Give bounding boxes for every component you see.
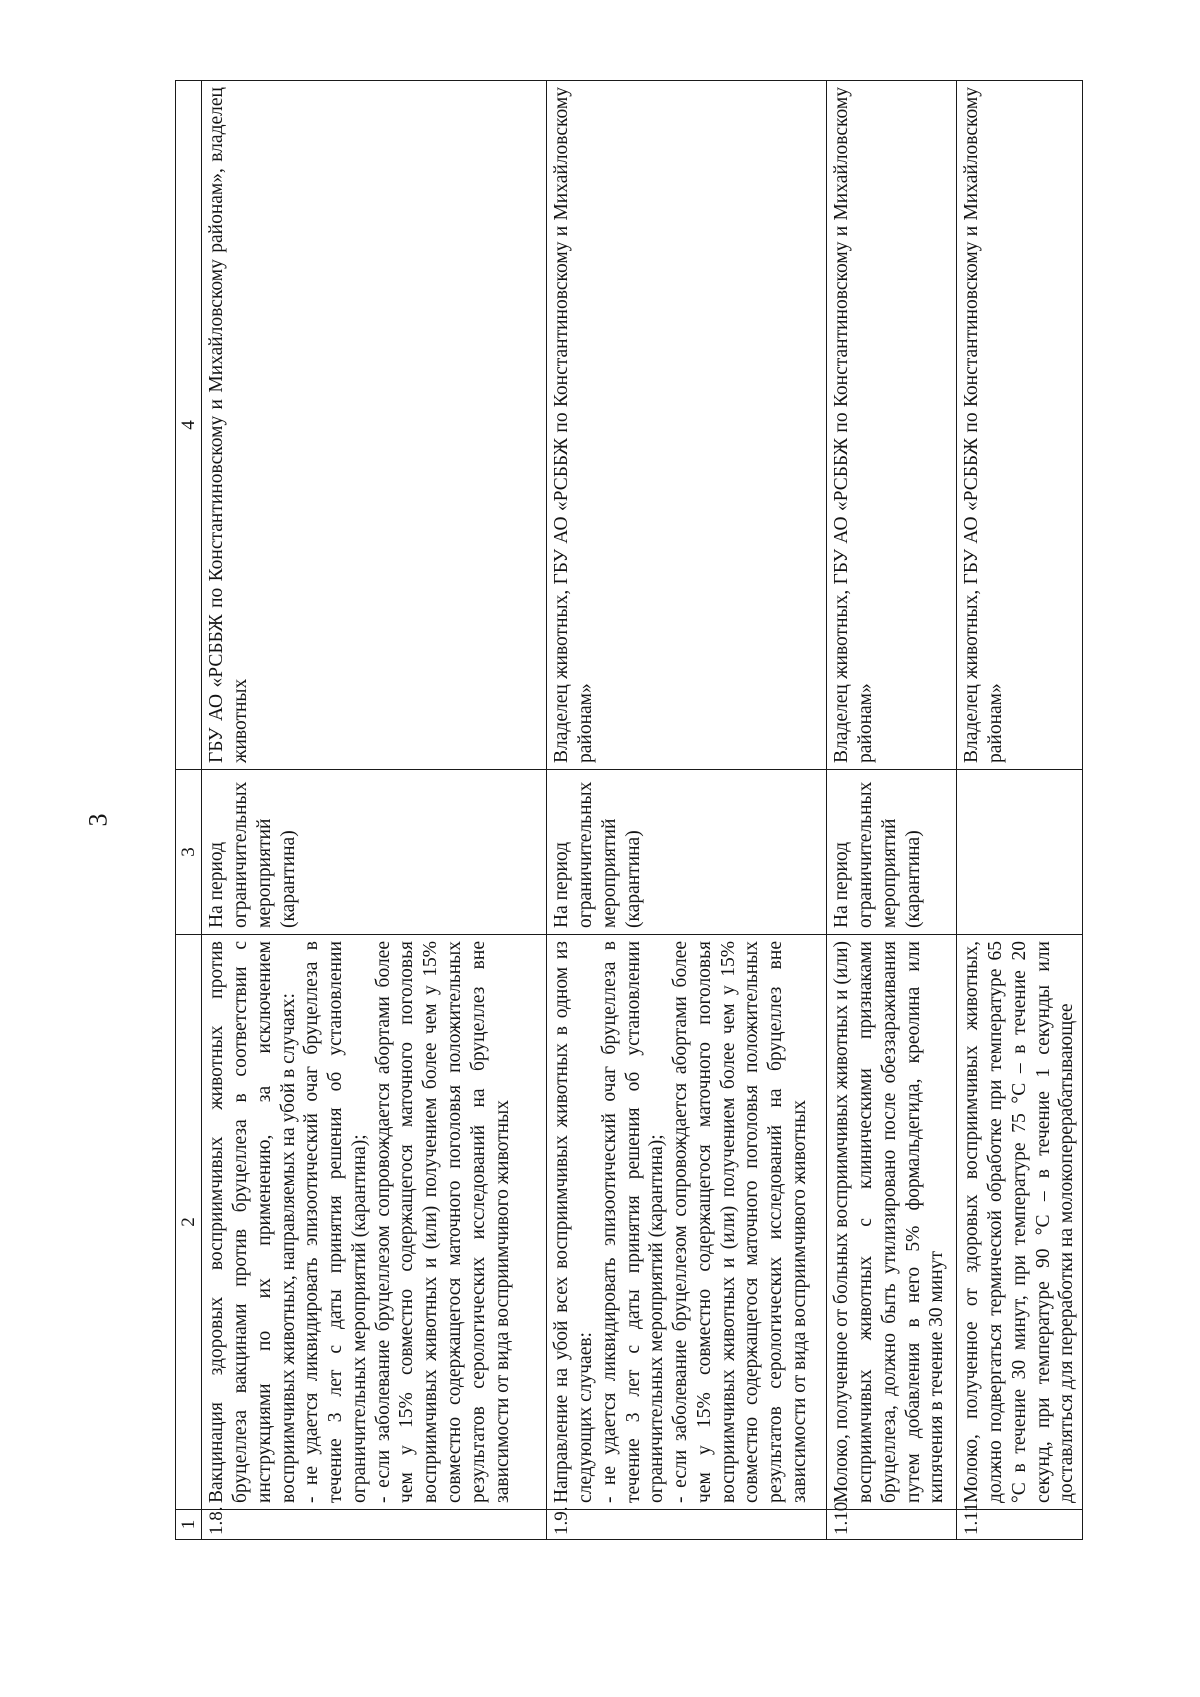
measure-text: - не удается ликвидировать эпизоотический очаг бруцеллеза в течение 3 лет с даты принятия решения об установлении ограничительных мероприятий (карантина); bbox=[301, 941, 370, 1503]
header-col-1: 1 bbox=[176, 1510, 202, 1540]
measure-text: Направление на убой всех восприимчивых животных в одном из следующих случаев: bbox=[551, 941, 596, 1503]
measure-cell bbox=[957, 935, 1083, 1510]
measure-cell bbox=[827, 935, 957, 1510]
header-col-3: 3 bbox=[176, 770, 202, 935]
responsible-cell: Владелец животных, ГБУ АО «РСББЖ по Константиновскому и Михайловскому районам» bbox=[547, 81, 827, 770]
measures-table bbox=[175, 80, 1083, 1540]
measure-text: Молоко, полученное от здоровых восприимчивых животных, должно подвергаться термической обработке при температуре 65 °С в течение 30 минут, при температуре 75 °С – в течение 20 секунд, при температуре 90 °С – в течение 1 секунды или доставляться для переработки на молокоперерабатывающее bbox=[961, 941, 1078, 1503]
row-number: 1.8. bbox=[202, 1510, 547, 1540]
measure-text: Вакцинация здоровых восприимчивых животных против бруцеллеза вакцинами против бруцеллеза в соответствии с инструкциями по их применению, за исключением восприимчивых животных, направляемых на убой в случаях: bbox=[206, 941, 299, 1503]
responsible-cell: Владелец животных, ГБУ АО «РСББЖ по Константиновскому и Михайловскому районам» bbox=[827, 81, 957, 770]
table-row bbox=[547, 81, 827, 1540]
measure-text: - не удается ликвидировать эпизоотический очаг бруцеллеза в течение 3 лет с даты принятия решения об установлении ограничительных мероприятий (карантина); bbox=[598, 941, 668, 1503]
responsible-cell: Владелец животных, ГБУ АО «РСББЖ по Константиновскому и Михайловскому районам» bbox=[957, 81, 1083, 770]
measure-text: - если заболевание бруцеллезом сопровождается абортами более чем у 15% совместно содержащегося маточного поголовья восприимчивых животных и (или) получением более чем у 15% совместно содержащегося маточного поголовья положительных результатов серологических исследований на бруцеллез вне зависимости от вида восприимчивого животных bbox=[372, 941, 513, 1503]
row-number: 1.9. bbox=[547, 1510, 827, 1540]
row-number: 1.10. bbox=[827, 1510, 957, 1540]
responsible-cell: ГБУ АО «РСББЖ по Константиновскому и Михайловскому районам», владелец животных bbox=[202, 81, 547, 770]
period-cell: На период ограничительных мероприятий (карантина) bbox=[202, 770, 547, 935]
measure-text: - если заболевание бруцеллезом сопровождается абортами более чем у 15% совместно содержащегося маточного поголовья восприимчивых животных и (или) получением более чем у 15% совместно содержащегося маточного поголовья положительных результатов серологических исследований на бруцеллез вне зависимости от вида восприимчивого животных bbox=[670, 941, 810, 1503]
period-cell: На период ограничительных мероприятий (карантина) bbox=[547, 770, 827, 935]
header-col-4: 4 bbox=[176, 81, 202, 770]
page-number: 3 bbox=[83, 813, 113, 827]
header-col-2: 2 bbox=[176, 935, 202, 1510]
measure-text: Молоко, полученное от больных восприимчивых животных и (или) восприимчивых животных с клиническими признаками бруцеллеза, должно быть утилизировано после обеззараживания путем добавления в него 5% формальдегида, креолина или кипячения в течение 30 минут bbox=[831, 941, 948, 1503]
measure-cell bbox=[202, 935, 547, 1510]
table-row bbox=[202, 81, 547, 1540]
table-row bbox=[827, 81, 957, 1540]
measure-cell bbox=[547, 935, 827, 1510]
rotated-page-content bbox=[175, 80, 1078, 1540]
table-row bbox=[957, 81, 1083, 1540]
row-number: 1.11. bbox=[957, 1510, 1083, 1540]
period-cell: На период ограничительных мероприятий (карантина) bbox=[827, 770, 957, 935]
period-cell bbox=[957, 770, 1083, 935]
table-header-row bbox=[176, 81, 202, 1540]
